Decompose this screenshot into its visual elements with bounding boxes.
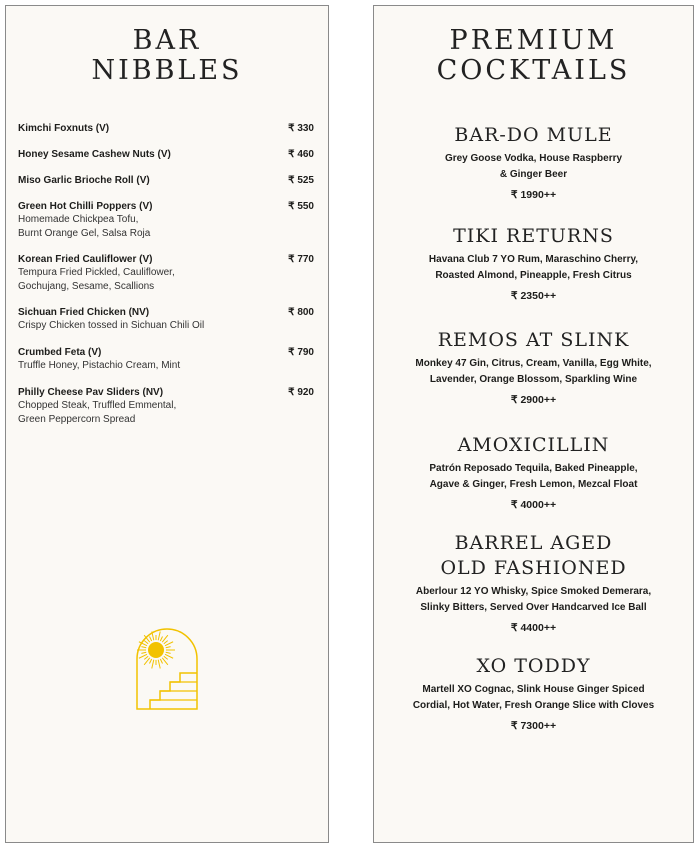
menu-item (18, 346, 314, 373)
cocktail-description: Lavender, Orange Blossom, Sparkling Wine (429, 374, 638, 385)
cocktail-description: Grey Goose Vodka, House Raspberry (444, 153, 623, 164)
cocktail-name: OLD FASHIONED (440, 557, 627, 579)
item-name: Green Hot Chilli Poppers (V) (18, 201, 153, 212)
cocktail-price: ₹ 7300++ (510, 720, 557, 732)
item-price: ₹ 550 (288, 201, 314, 212)
cocktail-description: & Ginger Beer (499, 169, 568, 180)
cocktail-item (374, 123, 693, 201)
cocktail-description: Cordial, Hot Water, Fresh Orange Slice with Cloves (412, 700, 655, 711)
menu-item (18, 122, 314, 135)
cocktail-description: Aberlour 12 YO Whisky, Spice Smoked Demerara, (415, 586, 652, 597)
cocktail-price: ₹ 4400++ (510, 622, 557, 634)
menu-item (18, 253, 314, 293)
item-price: ₹ 770 (288, 254, 314, 265)
title-line: COCKTAILS (436, 55, 631, 86)
item-price: ₹ 790 (288, 347, 314, 358)
cocktail-description: Slinky Bitters, Served Over Handcarved Ice Ball (420, 602, 647, 613)
premium-cocktails-panel (373, 5, 694, 843)
cocktail-item (374, 328, 693, 406)
cocktail-name: BARREL AGED (454, 532, 613, 554)
item-price: ₹ 330 (288, 123, 314, 134)
section-title (6, 26, 328, 86)
cocktail-name: AMOXICILLIN (457, 434, 610, 456)
cocktail-price: ₹ 4000++ (510, 499, 557, 511)
sun-arch-stairs-logo (134, 626, 210, 716)
item-description: Burnt Orange Gel, Salsa Roja (18, 227, 151, 239)
title-line: PREMIUM (449, 25, 618, 56)
item-name: Korean Fried Cauliflower (V) (18, 254, 153, 265)
item-price: ₹ 460 (288, 149, 314, 160)
cocktail-item (374, 654, 693, 732)
item-description: Chopped Steak, Truffled Emmental, (18, 400, 177, 411)
title-line: BAR (132, 25, 202, 56)
item-name: Crumbed Feta (V) (18, 347, 102, 358)
menu-item (18, 306, 314, 333)
cocktail-description: Agave & Ginger, Fresh Lemon, Mezcal Float (429, 479, 638, 490)
item-name: Philly Cheese Pav Sliders (NV) (18, 387, 164, 398)
menu-item (18, 386, 314, 426)
item-description: Green Peppercorn Spread (18, 413, 136, 425)
cocktail-name: BAR-DO MULE (454, 124, 613, 146)
item-price: ₹ 920 (288, 387, 314, 398)
item-description: Tempura Fried Pickled, Cauliflower, (18, 267, 175, 278)
title-line: NIBBLES (91, 55, 243, 86)
section-title (374, 26, 693, 86)
cocktail-price: ₹ 1990++ (510, 189, 557, 201)
menu-item (18, 200, 314, 240)
cocktail-item (374, 224, 693, 302)
cocktail-name: TIKI RETURNS (453, 225, 614, 247)
cocktail-description: Patrón Reposado Tequila, Baked Pineapple, (429, 463, 638, 474)
cocktail-description: Roasted Almond, Pineapple, Fresh Citrus (435, 270, 632, 281)
item-name: Kimchi Foxnuts (V) (18, 123, 110, 134)
item-name: Miso Garlic Brioche Roll (V) (18, 175, 150, 186)
item-name: Honey Sesame Cashew Nuts (V) (18, 149, 171, 160)
menu-item (18, 148, 314, 161)
cocktail-name: REMOS AT SLINK (437, 329, 630, 351)
cocktail-price: ₹ 2900++ (510, 394, 557, 406)
cocktail-item (374, 433, 693, 511)
item-price: ₹ 525 (288, 175, 314, 186)
item-description: Gochujang, Sesame, Scallions (18, 280, 155, 292)
bar-nibbles-panel (5, 5, 329, 843)
cocktail-name: XO TODDY (476, 655, 591, 677)
cocktail-description: Martell XO Cognac, Slink House Ginger Spiced (422, 684, 645, 695)
cocktail-description: Havana Club 7 YO Rum, Maraschino Cherry, (428, 254, 639, 265)
menu-item (18, 174, 314, 187)
item-description: Crispy Chicken tossed in Sichuan Chili Oil (18, 320, 205, 331)
item-description: Truffle Honey, Pistachio Cream, Mint (18, 360, 181, 371)
item-name: Sichuan Fried Chicken (NV) (18, 307, 150, 318)
cocktail-price: ₹ 2350++ (510, 290, 557, 302)
item-price: ₹ 800 (288, 307, 314, 318)
cocktail-item (374, 531, 693, 634)
item-description: Homemade Chickpea Tofu, (18, 214, 139, 225)
cocktail-description: Monkey 47 Gin, Citrus, Cream, Vanilla, Egg White, (415, 358, 652, 369)
